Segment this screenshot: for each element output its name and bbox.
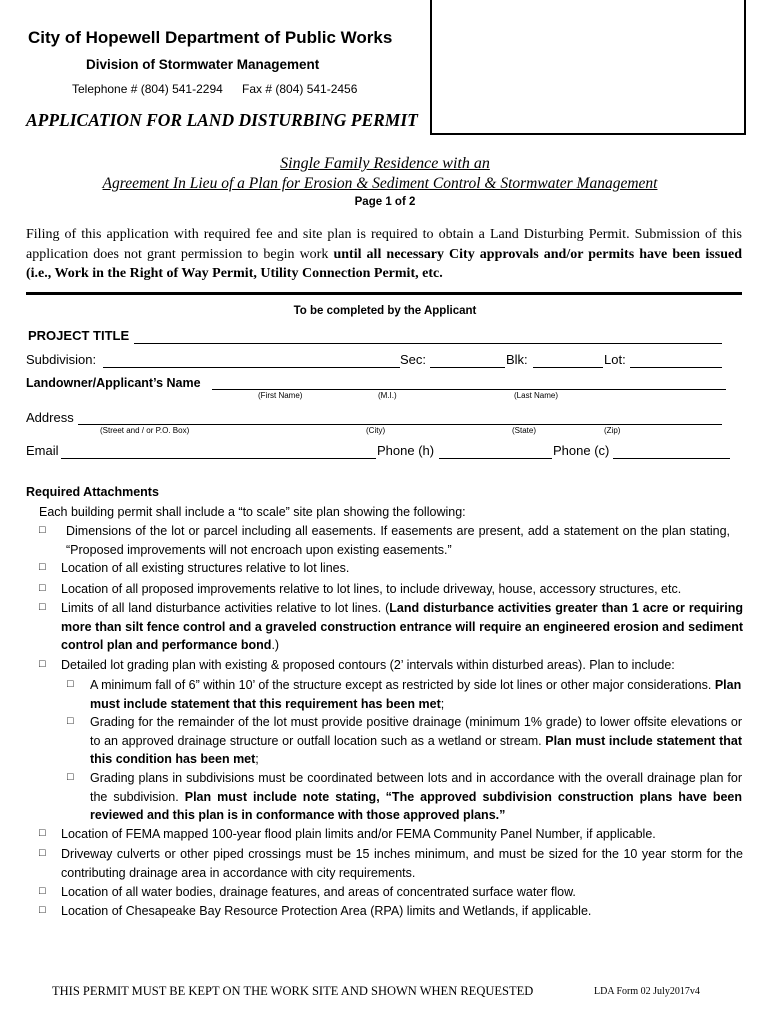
project-title-label: PROJECT TITLE [28,328,130,343]
sec-field[interactable] [430,367,505,368]
sub3-part-a: Grading plans in subdivisions must be coordinated between lots and in accordance with the overall drainage plan for the subdivision. [90,771,742,804]
sub3-text [90,769,742,825]
phone-c-field[interactable] [613,458,730,459]
checkbox-item3[interactable]: □ [39,582,46,594]
last-name-hint: (Last Name) [514,391,559,400]
section-divider [26,292,742,295]
checkbox-item8[interactable]: □ [39,885,46,897]
sub1-part-c: ; [440,696,445,711]
intro-paragraph [26,225,742,284]
mi-hint: (M.I.) [378,391,397,400]
checkbox-item6[interactable]: □ [39,827,46,839]
email-field[interactable] [61,458,376,459]
subtitle-line2: Agreement In Lieu of a Plan for Erosion & Sediment Control & Stormwater Management [102,175,658,192]
footer-notice: THIS PERMIT MUST BE KEPT ON THE WORK SITE AND SHOWN WHEN REQUESTED [52,984,534,998]
subdivision-field[interactable] [103,367,400,368]
item4-part-a: Limits of all land disturbance activities relative to lot lines. ( [61,601,390,615]
subdivision-label: Subdivision: [26,352,97,367]
item8-text: Location of all water bodies, drainage features, and areas of concentrated surface water flow. [61,885,576,899]
email-label: Email [26,443,59,458]
sec-label: Sec: [400,352,427,367]
sub2-part-b: Plan must include statement that this condition has been met [90,733,742,766]
first-name-hint: (First Name) [258,391,303,400]
sub1-part-a: A minimum fall of 6” within 10’ of the structure except as restricted by side lot lines or other major considerations. [90,678,715,692]
phone-h-field[interactable] [439,458,552,459]
item9-text: Location of Chesapeake Bay Resource Protection Area (RPA) limits and Wetlands, if applicable. [61,904,592,918]
office-use-box [430,0,746,135]
attachments-heading: Required Attachments [26,485,159,499]
landowner-label: Landowner/Applicant’s Name [26,376,201,390]
city-hint: (City) [366,426,386,435]
subtitle-line1: Single Family Residence with an [280,155,490,172]
footer-form-id: LDA Form 02 July2017v4 [594,986,700,997]
checkbox-item4[interactable]: □ [39,601,46,613]
address-field[interactable] [78,424,722,425]
checkbox-item1[interactable]: □ [39,524,46,536]
lot-label: Lot: [604,352,626,367]
org-name: City of Hopewell Department of Public Works [28,28,393,47]
landowner-field[interactable] [212,389,726,390]
phone-c-label: Phone (c) [553,443,610,458]
checkbox-sub2[interactable]: □ [67,715,74,727]
street-hint: (Street and / or P.O. Box) [100,426,190,435]
division-name: Division of Stormwater Management [86,57,320,72]
item4-part-b: Land disturbance activities greater than 1 acre or requiring more than silt fence control and a graveled construction entrance will require an engineered erosion and sediment control plan and performance bond [61,601,743,652]
item4-text [61,599,743,655]
intro-bold: until all necessary City approvals and/or permits have been issued (i.e., Work in the Right of Way Permit, Utility Connection Permit, etc. [26,246,742,281]
sub1-text [90,676,750,713]
item5-text: Detailed lot grading plan with existing & proposed contours (2’ intervals within disturbed areas). Plan to include: [61,658,675,672]
state-hint: (State) [512,426,537,435]
lot-field[interactable] [630,367,722,368]
checkbox-item5[interactable]: □ [39,658,46,670]
item6-text: Location of FEMA mapped 100-year flood plain limits and/or FEMA Community Panel Number, if applicable. [61,827,656,841]
sub1-part-b: Plan must include statement that this requirement has been met [90,678,742,711]
project-title-field[interactable] [134,343,722,344]
checkbox-sub3[interactable]: □ [67,771,74,783]
sub3-part-b: Plan must include note stating, “The approved subdivision construction plans have been reviewed and this plan is in conformance with those approved plans.” [90,789,742,822]
item2-text: Location of all existing structures relative to lot lines. [61,561,350,575]
checkbox-item2[interactable]: □ [39,561,46,573]
item1-text: Dimensions of the lot or parcel including all easements. If easements are present, add a statement on the plan stating, “Proposed improvements will not encroach upon existing easements.” [66,524,730,557]
zip-hint: (Zip) [604,426,621,435]
item4-part-c: .) [271,638,280,652]
item7-text: Driveway culverts or other piped crossings must be 15 inches minimum, and must be sized for the 10 year storm for the contributing drainage area in accordance with city requirements. [61,847,743,880]
sub2-text [90,713,742,769]
checkbox-item7[interactable]: □ [39,847,46,859]
form-heading: To be completed by the Applicant [293,305,477,317]
checkbox-item9[interactable]: □ [39,904,46,916]
attachments-intro: Each building permit shall include a “to scale” site plan showing the following: [39,505,466,519]
checkbox-sub1[interactable]: □ [67,678,74,690]
sub2-part-a: Grading for the remainder of the lot must provide positive drainage (minimum 1% grade) to lower offsite elevations or to an approved drainage structure or outfall location such as a wetland or stream. [90,715,742,748]
telephone: Telephone # (804) 541-2294 [72,82,223,96]
item3-text: Location of all proposed improvements relative to lot lines, to include driveway, house, accessory structures, etc. [61,582,682,596]
blk-label: Blk: [506,352,528,367]
sub2-part-c: ; [255,752,259,766]
fax: Fax # (804) 541-2456 [242,82,358,96]
address-label: Address [26,410,74,425]
page-number: Page 1 of 2 [354,196,416,208]
phone-h-label: Phone (h) [377,443,435,458]
application-title: APPLICATION FOR LAND DISTURBING PERMIT [26,110,418,130]
blk-field[interactable] [533,367,603,368]
intro-text: Filing of this application with required fee and site plan is required to obtain a Land Disturbing Permit. Submission of this application does not grant permission to begin work [26,227,742,262]
